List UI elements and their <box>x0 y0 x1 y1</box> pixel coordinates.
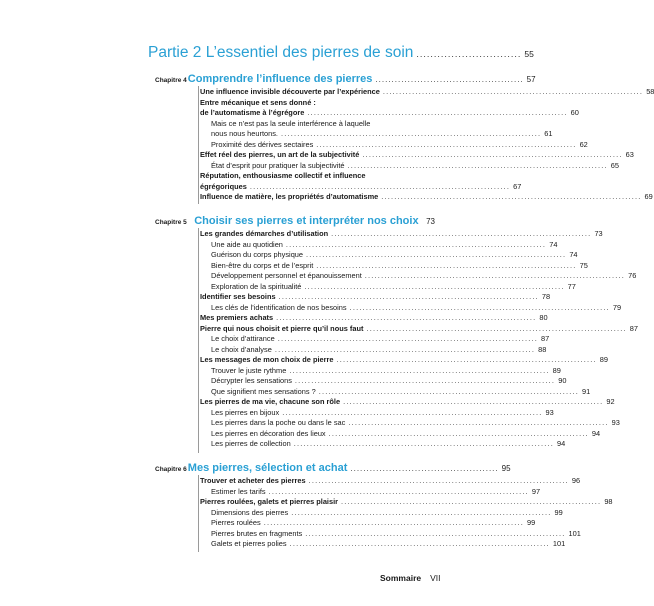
toc-entry-page: 77 <box>567 281 576 291</box>
chapter-page: 73 <box>426 217 435 226</box>
page-footer <box>380 573 441 583</box>
toc-entry-page: 87 <box>540 334 550 343</box>
leader-dots: ................................................................................ <box>277 334 538 343</box>
toc-entry-text: Pierres roulées <box>211 518 261 527</box>
toc-entry-page: 101 <box>568 528 581 538</box>
toc-entry-page: 99 <box>526 518 536 527</box>
toc-entry[interactable] <box>200 539 566 550</box>
footer-label: Sommaire <box>380 573 422 583</box>
leader-dots: ................................................................................ <box>294 376 556 385</box>
toc-entry-text: Mes premiers achats <box>200 313 274 322</box>
leader-dots: ................................................................................ <box>276 313 537 322</box>
toc-entry-page: 94 <box>556 439 566 448</box>
toc-entry-page: 96 <box>571 476 581 485</box>
toc-entry-text: Le choix d’analyse <box>211 344 272 354</box>
toc-entry-text: Effet réel des pierres, un art de la subjectivité <box>200 150 360 159</box>
toc-entry-text: Estimer les tarifs <box>211 486 266 496</box>
toc-entry[interactable] <box>200 302 622 314</box>
leader-dots: ................................................................................ <box>343 397 604 406</box>
toc-entry[interactable] <box>200 344 547 356</box>
toc-entry-text: Bien-être du corps et de l’esprit <box>211 260 314 270</box>
toc-entry-text: Les grandes démarches d’utilisation <box>200 229 329 238</box>
chapter-5-heading[interactable] <box>155 215 435 227</box>
toc-entry-text: Les pierres dans la poche ou dans le sac <box>211 418 346 427</box>
chapter-4-heading[interactable] <box>155 73 536 85</box>
toc-entry[interactable] <box>200 171 435 182</box>
toc-entry-page: 93 <box>611 418 620 427</box>
toc-entry[interactable] <box>200 150 634 161</box>
toc-entry-page: 78 <box>541 292 551 301</box>
toc-entry[interactable] <box>200 386 591 398</box>
toc-entry-page: 98 <box>604 497 613 506</box>
chapter-page: 57 <box>526 75 536 84</box>
leader-dots: ................................................................................ <box>293 439 554 448</box>
chapter-label: Chapitre 4 <box>155 77 187 84</box>
leader-dots: ................................................................................ <box>280 129 542 138</box>
chapter-title: Mes pierres, sélection et achat <box>187 462 348 474</box>
toc-entry[interactable] <box>200 407 554 419</box>
toc-entry[interactable] <box>200 334 550 345</box>
toc-entry[interactable] <box>200 355 609 366</box>
toc-entry[interactable] <box>200 260 588 272</box>
footer-page-number: VII <box>430 573 441 583</box>
toc-entry-page: 87 <box>629 323 638 333</box>
leader-dots: ................................................................................ <box>366 323 627 333</box>
toc-entry-page: 61 <box>544 129 553 138</box>
toc-entry-page: 58 <box>646 87 654 96</box>
toc-entry-text: Le choix d’attirance <box>211 334 275 343</box>
leader-dots: ................................................................................ <box>364 271 626 280</box>
toc-entry[interactable] <box>200 497 613 508</box>
toc-entry[interactable] <box>200 313 548 324</box>
toc-entry[interactable] <box>200 518 536 529</box>
leader-dots: ................................................................................ <box>291 507 552 517</box>
leader-dots: ................................................................................ <box>382 87 644 96</box>
chapter-page: 95 <box>501 464 511 473</box>
toc-entry-text: Les pierres de ma vie, chacune son rôle <box>200 397 341 406</box>
leader-dots: ................................................................................ <box>263 518 524 527</box>
toc-entry-text: Guérison du corps physique <box>211 250 304 259</box>
toc-entry[interactable] <box>200 229 603 240</box>
toc-entry[interactable] <box>200 476 581 487</box>
leader-dots: ................................................................................ <box>268 486 529 496</box>
toc-entry-page: 93 <box>545 407 554 417</box>
leader-dots: ................................................................................ <box>305 528 566 538</box>
toc-entry-text: Pierres brutes en fragments <box>211 528 303 538</box>
toc-entry[interactable] <box>200 119 435 130</box>
leader-dots: ................................................................................ <box>282 407 543 417</box>
toc-entry-page: 89 <box>552 365 561 375</box>
toc-entry-text: Dimensions des pierres <box>211 507 289 517</box>
toc-entry-page: 89 <box>599 355 609 364</box>
toc-entry[interactable] <box>200 486 541 498</box>
toc-entry[interactable] <box>200 365 561 377</box>
toc-entry-text: Proximité des dérives sectaires <box>211 139 314 149</box>
leader-dots: ................................................................................ <box>285 239 547 249</box>
toc-entry[interactable] <box>200 397 615 408</box>
toc-entry[interactable] <box>200 528 581 540</box>
leader-dots: ................................................................................ <box>316 139 577 149</box>
part-title: Partie 2 L’essentiel des pierres de soin <box>148 44 414 61</box>
toc-entry-page: 60 <box>570 108 579 117</box>
toc-entry[interactable] <box>200 439 566 450</box>
part-page: 55 <box>524 49 534 59</box>
leader-dots: ................................................................................ <box>341 497 602 506</box>
leader-dots: ................................................................................ <box>349 302 610 312</box>
toc-entry-page: 73 <box>594 229 603 238</box>
toc-entry-text: Influence de matière, les propriétés d’automatisme <box>200 192 379 201</box>
toc-entry-text: Les messages de mon choix de pierre <box>200 355 334 364</box>
leader-dots: ................................................................................ <box>308 476 569 485</box>
leader-dots: .............................................. <box>375 75 524 84</box>
toc-entry-page: 99 <box>554 507 563 517</box>
toc-entry[interactable] <box>200 376 567 387</box>
chapter-title: Comprendre l’influence des pierres <box>187 73 373 85</box>
toc-entry-page: 92 <box>606 397 615 406</box>
leader-dots: ................................................................................ <box>289 539 550 548</box>
leader-dots: ................................................................................ <box>307 108 568 117</box>
toc-entry[interactable] <box>200 108 579 119</box>
toc-entry-text: de l’automatisme à l’égrégore <box>200 108 305 117</box>
toc-entry-text: Identifier ses besoins <box>200 292 276 301</box>
toc-entry[interactable] <box>200 271 637 282</box>
toc-entry[interactable] <box>200 239 558 251</box>
leader-dots: ................................................................................ <box>347 160 608 170</box>
toc-entry-text: Les pierres en bijoux <box>211 407 280 417</box>
toc-entry[interactable] <box>200 160 620 172</box>
toc-entry-text: Mais ce n’est pas la seule interférence à laquelle <box>211 118 371 128</box>
toc-entry-text: État d’esprit pour pratiquer la subjectivité <box>211 160 345 170</box>
toc-entry[interactable] <box>200 507 563 519</box>
toc-entry[interactable] <box>200 428 601 440</box>
toc-entry[interactable] <box>200 139 588 151</box>
toc-entry-text: Pierre qui nous choisit et pierre qu’il nous faut <box>200 323 364 333</box>
toc-entry-text: Réputation, enthousiasme collectif et influence <box>200 171 366 180</box>
leader-dots: ................................................................................ <box>278 292 539 301</box>
toc-entry-text: Trouver et acheter des pierres <box>200 476 306 485</box>
toc-entry-page: 76 <box>628 271 637 280</box>
leader-dots: .............................................. <box>350 464 499 473</box>
leader-dots: ................................................................................ <box>306 250 567 259</box>
leader-dots: ................................................................................ <box>318 386 580 396</box>
leader-dots: .............................. <box>416 49 522 59</box>
toc-entry-page: 80 <box>539 313 548 322</box>
toc-entry-page: 63 <box>625 150 634 159</box>
toc-entry[interactable] <box>200 323 638 335</box>
toc-entry-text: Les clés de l’identification de nos besoins <box>211 302 347 312</box>
toc-entry-page: 65 <box>610 160 620 170</box>
toc-entry-page: 91 <box>582 386 591 396</box>
leader-dots: ................................................................................ <box>316 260 577 270</box>
toc-entry[interactable] <box>200 292 551 303</box>
toc-entry[interactable] <box>200 250 578 261</box>
leader-dots: ................................................................................ <box>381 192 642 201</box>
leader-dots: ................................................................................ <box>362 150 623 159</box>
toc-entry-text: Exploration de la spiritualité <box>211 281 302 291</box>
toc-entry[interactable] <box>200 98 435 109</box>
leader-dots: ................................................................................ <box>274 344 536 354</box>
toc-entry-text: Développement personnel et épanouissement <box>211 271 362 280</box>
leader-dots: ................................................................................ <box>289 365 550 375</box>
chapter-label: Chapitre 6 <box>155 466 187 473</box>
toc-entry-text: Décrypter les sensations <box>211 376 292 385</box>
toc-entry-text: Entre mécanique et sens donné : <box>200 97 316 107</box>
leader-dots: ................................................................................ <box>331 229 592 238</box>
chapter-5-rule <box>198 228 199 453</box>
chapter-4-rule <box>198 86 199 204</box>
chapter-6-rule <box>198 475 199 552</box>
toc-entry-text: Une influence invisible découverte par l’expérience <box>200 87 380 96</box>
toc-entry-text: Les pierres en décoration des lieux <box>211 428 326 438</box>
toc-entry-page: 75 <box>579 260 588 270</box>
toc-entry[interactable] <box>200 192 653 203</box>
leader-dots: ................................................................................ <box>249 181 511 191</box>
toc-entry-page: 79 <box>612 302 622 312</box>
toc-entry-page: 74 <box>549 239 558 249</box>
chapter-label: Chapitre 5 <box>155 219 187 226</box>
part-heading <box>148 44 534 62</box>
toc-entry[interactable] <box>200 181 522 193</box>
toc-entry-page: 88 <box>538 344 547 354</box>
toc-entry[interactable] <box>200 281 576 293</box>
toc-entry-page: 69 <box>644 192 653 201</box>
leader-dots: ................................................................................ <box>304 281 565 291</box>
chapter-title: Choisir ses pierres et interpréter nos choix <box>194 215 419 227</box>
leader-dots: ................................................................................ <box>348 418 609 427</box>
toc-entry-text: Que signifient mes sensations ? <box>211 386 316 396</box>
toc-entry-text: égrégoriques <box>200 181 247 191</box>
toc-entry-text: nous nous heurtons. <box>211 129 278 138</box>
toc-entry-text: Une aide au quotidien <box>211 239 283 249</box>
chapter-6-heading[interactable] <box>155 462 511 474</box>
toc-entry-page: 90 <box>558 376 567 385</box>
toc-entry-page: 94 <box>591 428 601 438</box>
toc-entry-page: 101 <box>552 539 566 548</box>
toc-entry-page: 62 <box>579 139 588 149</box>
toc-entry-text: Les pierres de collection <box>211 439 291 448</box>
leader-dots: ................................................................................ <box>328 428 589 438</box>
toc-entry-text: Trouver le juste rythme <box>211 365 287 375</box>
toc-entry[interactable] <box>200 129 553 140</box>
toc-entry[interactable] <box>200 87 654 98</box>
toc-entry-page: 97 <box>531 486 541 496</box>
toc-entry-page: 74 <box>569 250 578 259</box>
leader-dots: ................................................................................ <box>336 355 597 364</box>
toc-entry-text: Pierres roulées, galets et pierres plaisir <box>200 497 339 506</box>
toc-entry[interactable] <box>200 418 620 429</box>
toc-entry-text: Galets et pierres polies <box>211 539 287 548</box>
toc-entry-page: 67 <box>513 181 522 191</box>
